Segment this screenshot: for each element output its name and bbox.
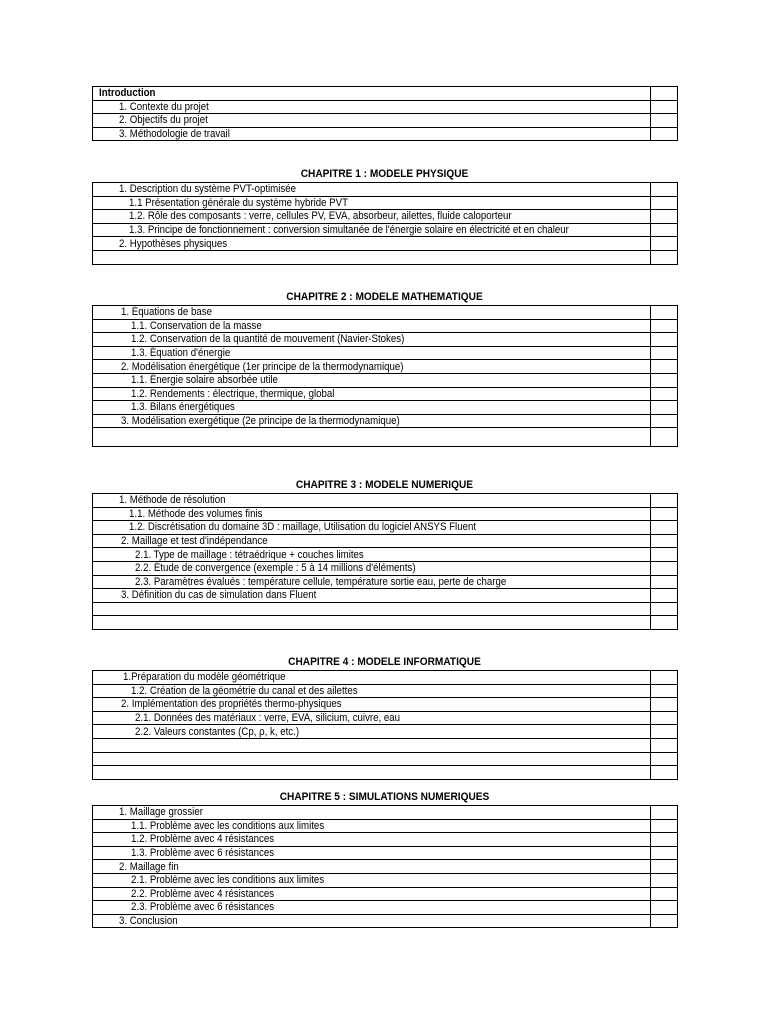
outline-item-cell [93, 698, 651, 712]
section-1 [92, 168, 677, 265]
outline-item-text: 2.1. Type de maillage : tétraédrique + couches limites [135, 548, 364, 561]
outline-row [93, 738, 678, 752]
outline-item-text: 3. Modélisation exergétique (2e principe de la thermodynamique) [121, 415, 400, 428]
outline-row [93, 333, 678, 347]
outline-row [93, 534, 678, 548]
outline-item-cell [93, 414, 651, 428]
page-number-cell [651, 671, 678, 685]
page-number-cell [651, 401, 678, 415]
outline-item-cell [93, 833, 651, 847]
outline-item-text: 1. Méthode de résolution [119, 494, 226, 507]
section-2 [92, 291, 677, 447]
page-number-cell [651, 819, 678, 833]
outline-item-text: 2. Implémentation des propriétés thermo-physiques [121, 698, 342, 711]
outline-item-text: 1.1. Conservation de la masse [131, 319, 262, 332]
outline-row [93, 428, 678, 447]
page-number-cell [651, 223, 678, 237]
outline-item-cell [93, 319, 651, 333]
page-number-cell [651, 752, 678, 766]
section-4 [92, 656, 677, 780]
outline-item-cell [93, 196, 651, 210]
outline-item-cell [93, 887, 651, 901]
outline-row [93, 521, 678, 535]
page-number-cell [651, 250, 678, 264]
outline-item-cell [93, 250, 651, 264]
outline-row [93, 87, 678, 101]
outline-row [93, 196, 678, 210]
outline-row [93, 319, 678, 333]
page-number-cell [651, 833, 678, 847]
outline-row [93, 183, 678, 197]
outline-item-cell [93, 127, 651, 141]
page-number-cell [651, 360, 678, 374]
outline-item-cell [93, 575, 651, 589]
page-number-cell [651, 860, 678, 874]
outline-item-text: 1.1. Problème avec les conditions aux limites [131, 819, 325, 832]
outline-row [93, 806, 678, 820]
outline-table [92, 305, 678, 447]
outline-row [93, 846, 678, 860]
outline-item-cell [93, 684, 651, 698]
outline-row [93, 575, 678, 589]
outline-item-cell [93, 860, 651, 874]
page-number-cell [651, 887, 678, 901]
outline-item-cell [93, 387, 651, 401]
outline-item-text: 1.2. Création de la géométrie du canal et des ailettes [131, 684, 358, 697]
outline-row [93, 671, 678, 685]
outline-row [93, 494, 678, 508]
outline-row [93, 887, 678, 901]
outline-item-text: 2.2. Valeurs constantes (Cp, ρ, k, etc.) [135, 725, 300, 738]
page-number-cell [651, 534, 678, 548]
outline-item-cell [93, 373, 651, 387]
outline-item-cell [93, 428, 651, 447]
page-number-cell [651, 575, 678, 589]
page-number-cell [651, 333, 678, 347]
outline-item-text: 1.3. Problème avec 6 résistances [131, 847, 275, 860]
page-number-cell [651, 127, 678, 141]
outline-item-cell [93, 210, 651, 224]
section-3 [92, 479, 677, 630]
outline-row [93, 561, 678, 575]
outline-item-text: 2.3. Paramètres évalués : température cellule, température sortie eau, perte de charge [135, 575, 507, 588]
outline-item-text: 1.3. Équation d'énergie [131, 347, 231, 360]
outline-row [93, 752, 678, 766]
outline-item-text: 1. Description du système PVT-optimisée [119, 183, 297, 196]
outline-item-text: 2. Objectifs du projet [119, 114, 208, 127]
outline-row [93, 711, 678, 725]
outline-item-text: 2.2. Problème avec 4 résistances [131, 887, 275, 900]
outline-item-cell [93, 589, 651, 603]
outline-table [92, 670, 678, 780]
outline-row [93, 250, 678, 264]
outline-item-text: 1.1 Présentation générale du système hybride PVT [129, 196, 349, 209]
outline-table [92, 493, 678, 630]
outline-item-cell [93, 100, 651, 114]
outline-row [93, 833, 678, 847]
page-number-cell [651, 346, 678, 360]
page-number-cell [651, 494, 678, 508]
chapter-heading: CHAPITRE 2 : MODELE MATHEMATIQUE [286, 291, 483, 303]
outline-item-cell [93, 507, 651, 521]
page-number-cell [651, 237, 678, 251]
outline-row [93, 684, 678, 698]
page-number-cell [651, 87, 678, 101]
outline-item-text: 2.1. Problème avec les conditions aux limites [131, 874, 325, 887]
page-number-cell [651, 373, 678, 387]
outline-item-cell [93, 306, 651, 320]
outline-item-text: 2. Modélisation énergétique (1er principe de la thermodynamique) [121, 360, 404, 373]
outline-item-cell [93, 766, 651, 780]
page-number-cell [651, 684, 678, 698]
outline-item-cell [93, 494, 651, 508]
outline-item-text: 1.2. Rôle des composants : verre, cellules PV, EVA, absorbeur, ailettes, fluide caloporteur [129, 210, 512, 223]
page-number-cell [651, 100, 678, 114]
outline-row [93, 914, 678, 928]
outline-item-text: 2.2. Étude de convergence (exemple : 5 à 14 millions d'éléments) [135, 562, 416, 575]
page-number-cell [651, 414, 678, 428]
outline-table [92, 805, 678, 928]
outline-item-cell [93, 873, 651, 887]
outline-item-text: 1.2. Conservation de la quantité de mouvement (Navier-Stokes) [131, 333, 405, 346]
outline-row [93, 360, 678, 374]
page-number-cell [651, 306, 678, 320]
page-number-cell [651, 196, 678, 210]
outline-item-text: 3. Conclusion [119, 915, 178, 928]
outline-item-text: 3. Définition du cas de simulation dans Fluent [121, 589, 317, 602]
outline-row [93, 548, 678, 562]
outline-item-cell [93, 534, 651, 548]
outline-item-text: 1.Préparation du modèle géométrique [123, 671, 286, 684]
outline-item-text: 1.2. Problème avec 4 résistances [131, 833, 275, 846]
outline-item-cell [93, 616, 651, 630]
page-number-cell [651, 602, 678, 616]
outline-item-cell [93, 738, 651, 752]
outline-row [93, 860, 678, 874]
outline-item-cell [93, 183, 651, 197]
outline-row [93, 223, 678, 237]
page-number-cell [651, 901, 678, 915]
outline-row [93, 873, 678, 887]
outline-item-cell [93, 401, 651, 415]
outline-table [92, 86, 678, 141]
outline-item-text: 2. Maillage fin [119, 860, 179, 873]
outline-item-text: 2. Hypothèses physiques [119, 237, 228, 250]
page-number-cell [651, 738, 678, 752]
outline-item-cell [93, 806, 651, 820]
outline-row [93, 346, 678, 360]
outline-item-cell [93, 819, 651, 833]
page-number-cell [651, 548, 678, 562]
outline-row [93, 725, 678, 739]
outline-item-cell [93, 87, 651, 101]
outline-row [93, 127, 678, 141]
section-5 [92, 791, 677, 928]
page-number-cell [651, 521, 678, 535]
outline-row [93, 616, 678, 630]
chapter-heading: CHAPITRE 3 : MODELE NUMERIQUE [295, 479, 474, 491]
outline-item-cell [93, 360, 651, 374]
page-number-cell [651, 114, 678, 128]
page-number-cell [651, 507, 678, 521]
outline-item-cell [93, 346, 651, 360]
outline-row [93, 306, 678, 320]
outline-item-cell [93, 548, 651, 562]
page-number-cell [651, 766, 678, 780]
outline-row [93, 507, 678, 521]
outline-item-text: 1.3. Principe de fonctionnement : conversion simultanée de l'énergie solaire en électricité et en chaleur [129, 224, 569, 237]
outline-item-cell [93, 901, 651, 915]
outline-item-cell [93, 752, 651, 766]
outline-row [93, 602, 678, 616]
outline-row [93, 414, 678, 428]
outline-item-text: 1.2. Discrétisation du domaine 3D : maillage, Utilisation du logiciel ANSYS Fluent [129, 521, 477, 534]
outline-item-cell [93, 223, 651, 237]
chapter-heading: CHAPITRE 5 : SIMULATIONS NUMERIQUES [279, 791, 490, 803]
outline-item-text: 3. Méthodologie de travail [119, 128, 230, 141]
outline-row [93, 373, 678, 387]
outline-row [93, 401, 678, 415]
outline-item-cell [93, 914, 651, 928]
page-number-cell [651, 806, 678, 820]
section-0 [92, 86, 677, 141]
outline-item-cell [93, 671, 651, 685]
outline-row [93, 387, 678, 401]
page-number-cell [651, 210, 678, 224]
page-number-cell [651, 914, 678, 928]
outline-item-text: 1.1. Méthode des volumes finis [129, 507, 263, 520]
page-number-cell [651, 873, 678, 887]
outline-item-text: 1.2. Rendements : électrique, thermique, global [131, 387, 335, 400]
outline-item-text: 1. Contexte du projet [119, 100, 209, 113]
outline-item-text: 2. Maillage et test d'indépendance [121, 535, 268, 548]
chapter-heading: CHAPITRE 1 : MODELE PHYSIQUE [300, 168, 469, 180]
outline-row [93, 100, 678, 114]
page-number-cell [651, 183, 678, 197]
outline-row [93, 114, 678, 128]
page-number-cell [651, 387, 678, 401]
page-number-cell [651, 428, 678, 447]
outline-table [92, 182, 678, 265]
outline-row [93, 901, 678, 915]
outline-row [93, 589, 678, 603]
outline-row [93, 237, 678, 251]
outline-item-cell [93, 711, 651, 725]
outline-row [93, 766, 678, 780]
page-number-cell [651, 561, 678, 575]
outline-item-cell [93, 237, 651, 251]
page-number-cell [651, 711, 678, 725]
outline-item-cell [93, 561, 651, 575]
outline-row [93, 698, 678, 712]
outline-item-cell [93, 846, 651, 860]
page-number-cell [651, 725, 678, 739]
outline-item-cell [93, 521, 651, 535]
page-number-cell [651, 319, 678, 333]
page-number-cell [651, 698, 678, 712]
page-number-cell [651, 589, 678, 603]
outline-item-text: 1.3. Bilans énergétiques [131, 401, 235, 414]
outline-row [93, 819, 678, 833]
outline-item-text: 1. Maillage grossier [119, 806, 203, 819]
outline-item-cell [93, 333, 651, 347]
outline-item-text: Introduction [99, 87, 156, 100]
page-number-cell [651, 846, 678, 860]
outline-row [93, 210, 678, 224]
outline-item-cell [93, 114, 651, 128]
outline-item-text: 2.1. Données des matériaux : verre, EVA, silicium, cuivre, eau [135, 712, 401, 725]
outline-item-cell [93, 602, 651, 616]
outline-item-text: 2.3. Problème avec 6 résistances [131, 901, 275, 914]
outline-item-cell [93, 725, 651, 739]
outline-item-text: 1. Équations de base [121, 306, 212, 319]
chapter-heading: CHAPITRE 4 : MODELE INFORMATIQUE [288, 656, 481, 668]
outline-item-text: 1.1. Énergie solaire absorbée utile [131, 374, 278, 387]
page-number-cell [651, 616, 678, 630]
